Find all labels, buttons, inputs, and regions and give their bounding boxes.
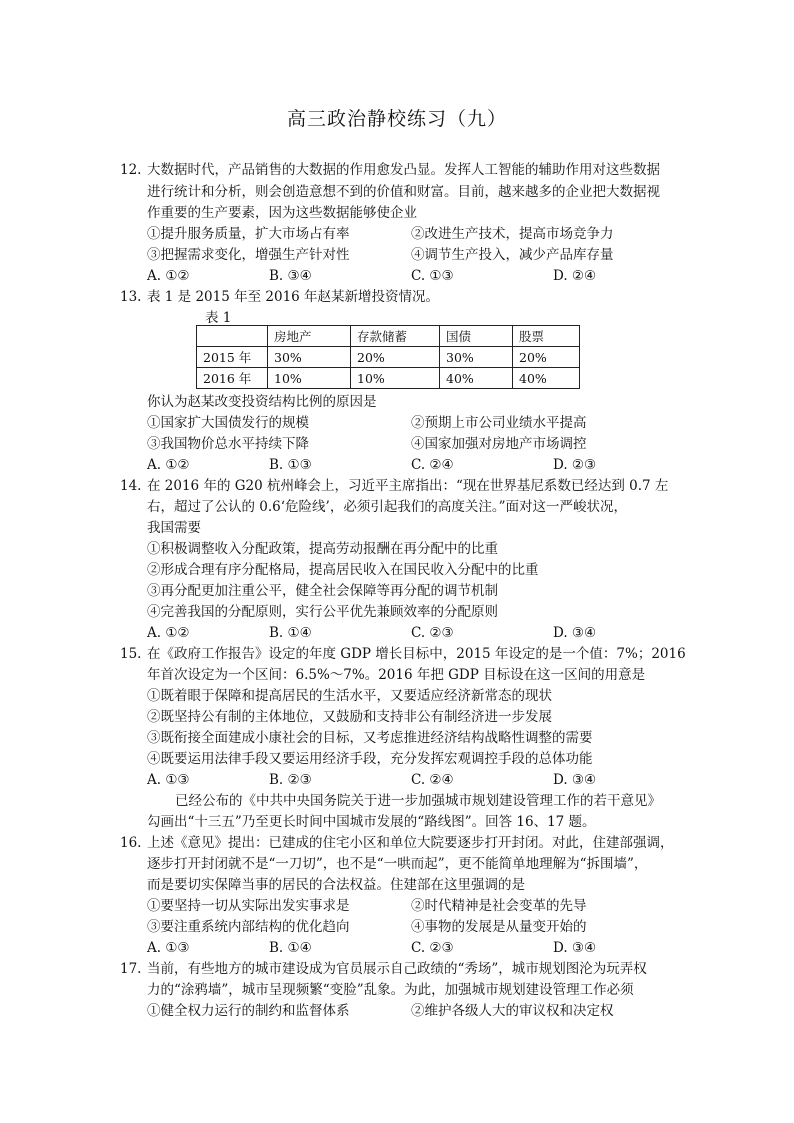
question-number: 15. (120, 646, 142, 662)
option: ②维护各级人大的审议权和决定权 (411, 1003, 614, 1019)
choice-b: B. ①④ (269, 625, 312, 641)
question-text: 年首次设定为一个区间：6.5%～7%。2016 年把 GDP 目标设在这一区间的用意是 (147, 667, 646, 683)
option: ①提升服务质量，扩大市场占有率 (147, 226, 350, 242)
table-cell: 股票 (513, 326, 580, 347)
table-cell: 房地产 (268, 326, 351, 347)
option: ③要注重系统内部结构的优化趋向 (147, 919, 350, 935)
question-text: 作重要的生产要素，因为这些数据能够使企业 (147, 205, 417, 221)
option: ①既着眼于保障和提高居民的生活水平，又要适应经济新常态的现状 (147, 688, 552, 704)
choice-c: C. ②④ (411, 772, 454, 788)
question-text: 进行统计和分析，则会创造意想不到的价值和财富。目前，越来越多的企业把大数据视 (147, 184, 660, 200)
option: ③我国物价总水平持续下降 (147, 436, 309, 452)
question-text: 我国需要 (147, 520, 201, 536)
question-text: 当前，有些地方的城市建设成为官员展示自己政绩的“秀场”，城市规划图沦为玩弄权 (147, 961, 647, 977)
option: ④既要运用法律手段又要运用经济手段，充分发挥宏观调控手段的总体功能 (147, 751, 593, 767)
choice-a: A. ①② (147, 625, 190, 641)
option: ④国家加强对房地产市场调控 (411, 436, 587, 452)
table-row (197, 368, 580, 389)
question-text: 力的“涂鸦墙”，城市呈现频繁“变脸”乱象。为此，加强城市规划建设管理工作必须 (147, 982, 634, 998)
table-header-row (197, 326, 580, 347)
question-text: 表 1 是 2015 年至 2016 年赵某新增投资情况。 (147, 289, 440, 305)
choice-b: B. ②③ (269, 772, 312, 788)
investment-table (196, 325, 580, 389)
option: ②改进生产技术，提高市场竞争力 (411, 226, 614, 242)
choice-a: A. ①③ (147, 772, 190, 788)
choice-c: C. ②③ (411, 625, 454, 641)
question-number: 17. (120, 961, 142, 977)
table-cell: 存款储蓄 (351, 326, 440, 347)
choice-a: A. ①③ (147, 940, 190, 956)
choice-b: B. ③④ (269, 268, 312, 284)
page-title: 高三政治静校练习（九） (286, 108, 507, 130)
option: ②时代精神是社会变革的先导 (411, 898, 587, 914)
question-text: 而是要切实保障当事的居民的合法权益。住建部在这里强调的是 (147, 877, 525, 893)
table-cell (197, 326, 268, 347)
choice-d: D. ②④ (553, 268, 597, 284)
question-number: 14. (120, 478, 142, 494)
question-text: 逐步打开封闭就不是“一刀切”，也不是“一哄而起”，更不能简单地理解为“拆围墙”， (147, 856, 648, 872)
choice-d: D. ③④ (553, 940, 597, 956)
passage-text: 勾画出“十三五”乃至更长时间中国城市发展的“路线图”。回答 16、17 题。 (147, 814, 596, 830)
table-cell: 30% (268, 347, 351, 368)
table-row (197, 347, 580, 368)
option: ③把握需求变化，增强生产针对性 (147, 247, 350, 263)
table-caption: 表 1 (205, 310, 232, 326)
table-cell: 20% (351, 347, 440, 368)
option: ②形成合理有序分配格局，提高居民收入在国民收入分配中的比重 (147, 562, 539, 578)
choice-d: D. ②③ (553, 457, 597, 473)
table-cell: 40% (513, 368, 580, 389)
passage-text: 已经公布的《中共中央国务院关于进一步加强城市规划建设管理工作的若干意见》 (175, 793, 661, 809)
table-cell: 2016 年 (197, 368, 268, 389)
choice-c: C. ②③ (411, 940, 454, 956)
question-number: 12. (120, 162, 142, 178)
option: ④调节生产投入，减少产品库存量 (411, 247, 614, 263)
option: ③再分配更加注重公平，健全社会保障等再分配的调节机制 (147, 583, 498, 599)
choice-b: B. ①③ (269, 457, 312, 473)
choice-d: D. ③④ (553, 772, 597, 788)
question-text: 在《政府工作报告》设定的年度 GDP 增长目标中，2015 年设定的是一个值：7%；2016 (147, 646, 686, 662)
option: ①积极调整收入分配政策，提高劳动报酬在再分配中的比重 (147, 541, 498, 557)
choice-b: B. ①④ (269, 940, 312, 956)
option: ④事物的发展是从量变开始的 (411, 919, 587, 935)
option: ①健全权力运行的制约和监督体系 (147, 1003, 350, 1019)
choice-c: C. ①③ (411, 268, 454, 284)
table-cell: 国债 (440, 326, 513, 347)
option: ④完善我国的分配原则，实行公平优先兼顾效率的分配原则 (147, 604, 498, 620)
option: ①国家扩大国债发行的规模 (147, 415, 309, 431)
choice-a: A. ①② (147, 268, 190, 284)
option: ③既衔接全面建成小康社会的目标，又考虑推进经济结构战略性调整的需要 (147, 730, 593, 746)
question-number: 13. (120, 289, 142, 305)
option: ①要坚持一切从实际出发实事求是 (147, 898, 350, 914)
question-text: 右，超过了公认的 0.6‘危险线’，必须引起我们的高度关注。”面对这一严峻状况， (147, 499, 627, 515)
table-cell: 10% (268, 368, 351, 389)
table-cell: 2015 年 (197, 347, 268, 368)
option: ②既坚持公有制的主体地位，又鼓励和支持非公有制经济进一步发展 (147, 709, 552, 725)
choice-c: C. ②④ (411, 457, 454, 473)
table-cell: 10% (351, 368, 440, 389)
table-cell: 30% (440, 347, 513, 368)
choice-a: A. ①② (147, 457, 190, 473)
table-cell: 20% (513, 347, 580, 368)
question-text: 上述《意见》提出：已建成的住宅小区和单位大院要逐步打开封闭。对此，住建部强调， (147, 835, 674, 851)
question-number: 16. (120, 835, 142, 851)
table-cell: 40% (440, 368, 513, 389)
question-text: 大数据时代，产品销售的大数据的作用愈发凸显。发挥人工智能的辅助作用对这些数据 (147, 162, 660, 178)
question-text: 在 2016 年的 G20 杭州峰会上，习近平主席指出：“现在世界基尼系数已经达到 0.7 左 (147, 478, 669, 494)
option: ②预期上市公司业绩水平提高 (411, 415, 587, 431)
question-text: 你认为赵某改变投资结构比例的原因是 (147, 394, 377, 410)
choice-d: D. ③④ (553, 625, 597, 641)
